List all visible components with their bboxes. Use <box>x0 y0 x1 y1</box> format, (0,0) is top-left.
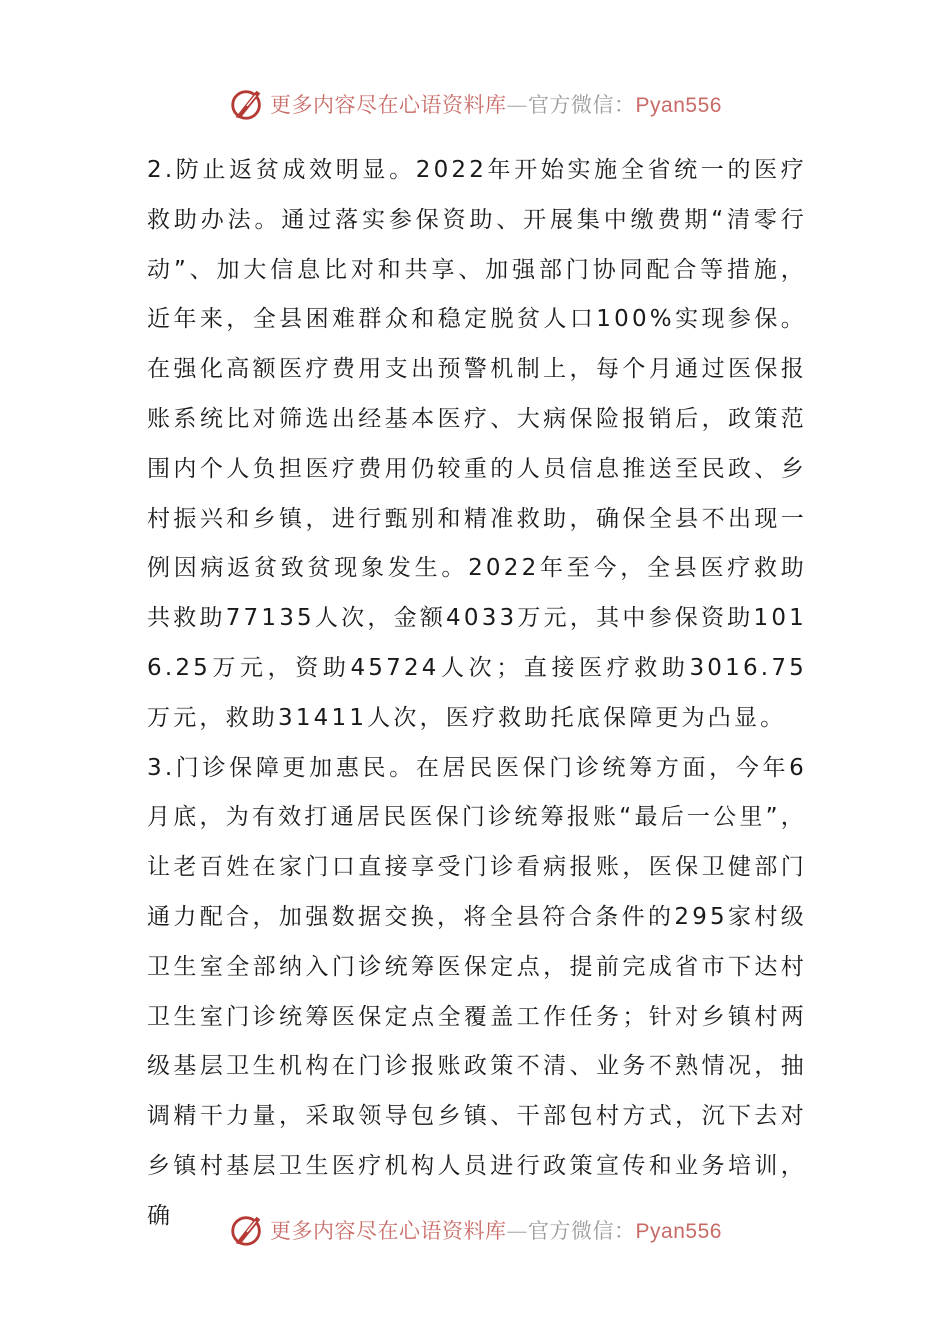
banner-account: Pyan556 <box>635 1220 722 1243</box>
banner-brand: 更多内容尽在心语资料库 <box>270 93 507 117</box>
footer-banner <box>0 1210 950 1250</box>
banner-separator: — <box>506 1219 529 1243</box>
banner-text <box>270 89 722 119</box>
paragraph-medical-assistance: 2.防止返贫成效明显。2022年开始实施全省统一的医疗救助办法。通过落实参保资助、开展集中缴费期“清零行动”、加大信息比对和共享、加强部门协同配合等措施，近年来，全县困难群众和稳定脱贫人口100%实现参保。在强化高额医疗费用支出预警机制上，每个月通过医保报账系统比对筛选出经基本医疗、大病保险报销后，政策范围内个人负担医疗费用仍较重的人员信息推送至民政、乡村振兴和乡镇，进行甄别和精准救助，确保全县不出现一例因病返贫致贫现象发生。2022年至今，全县医疗救助共救助77135人次，金额4033万元，其中参保资助1016.25万元，资助45724人次；直接医疗救助3016.75万元，救助31411人次，医疗救助托底保障更为凸显。 <box>147 157 807 731</box>
banner-wechat-label: 官方微信： <box>528 93 636 117</box>
banner-account: Pyan556 <box>635 94 722 117</box>
banner-brand: 更多内容尽在心语资料库 <box>270 1219 507 1243</box>
header-banner <box>0 84 950 124</box>
quill-seal-icon <box>228 85 266 123</box>
quill-seal-icon <box>228 1211 266 1249</box>
banner-separator: — <box>506 93 529 117</box>
document-body <box>147 146 807 1242</box>
banner-text <box>270 1215 722 1245</box>
paragraph-outpatient-coverage: 3.门诊保障更加惠民。在居民医保门诊统筹方面，今年6月底，为有效打通居民医保门诊统筹报账“最后一公里”，让老百姓在家门口直接享受门诊看病报账，医保卫健部门通力配合，加强数据交换，将全县符合条件的295家村级卫生室全部纳入门诊统筹医保定点，提前完成省市下达村卫生室门诊统筹医保定点全覆盖工作任务；针对乡镇村两级基层卫生机构在门诊报账政策不清、业务不熟情况，抽调精干力量，采取领导包乡镇、干部包村方式，沉下去对乡镇村基层卫生医疗机构人员进行政策宣传和业务培训，确 <box>147 754 807 1229</box>
banner-wechat-label: 官方微信： <box>528 1219 636 1243</box>
